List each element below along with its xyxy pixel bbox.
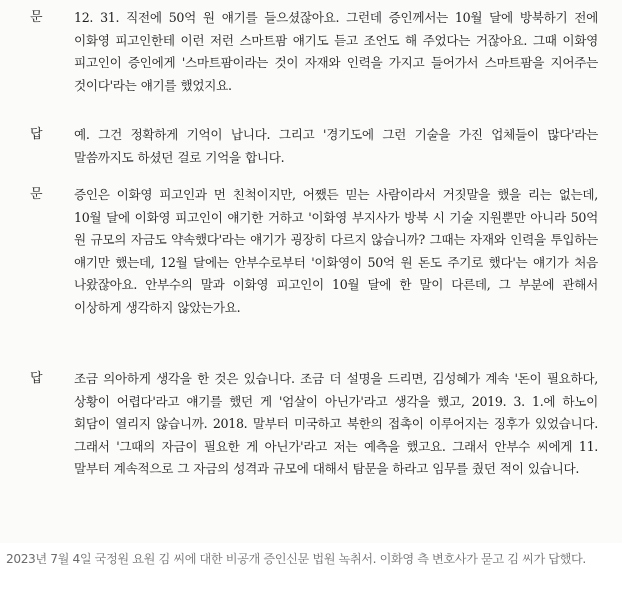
answer-text: 조금 의아하게 생각을 한 것은 있습니다. 조금 더 설명을 드리면, 김성혜가 계속 '돈이 필요하다, 상황이 어렵다'라고 얘기를 했던 게 '엄살이 아닌가'라고 생각을 했고, 2019. 3. 1.에 하노이 회담이 열리지 않습니까. 2018. 말부터 미국하고 북한의 접촉이 이루어지는 징후가 있었습니다. 그래서 '그때의 자금이 필요한 게 아닌가'라고 저는 예측을 했고요. 그래서 안부수 씨에게 11. 말부터 계속적으로 그 자금의 성격과 규모에 대해서 탐문을 하라고 임무를 줬던 적이 있습니다.	[74, 371, 598, 477]
answer-label: 답	[30, 127, 43, 142]
answer-label: 답	[30, 371, 43, 386]
answer-text: 예. 그건 정확하게 기억이 납니다. 그리고 '경기도에 그런 기술을 가진 업체들이 많다'라는 말씀까지도 하셨던 걸로 기억을 합니다.	[74, 127, 598, 165]
question-text: 12. 31. 직전에 50억 원 얘기를 들으셨잖아요. 그런데 증인께서는 10월 달에 방북하기 전에 이화영 피고인한테 이런 저런 스마트팜 얘기도 듣고 조언도 해 주었다는 거잖아요. 그때 이화영 피고인이 증인에게 '스마트팜이라는 것이 자재와 인력을 가지고 들어가서 스마트팜을 지어주는 것이다'라는 얘기를 했었지요.	[74, 10, 598, 93]
question-text: 증인은 이화영 피고인과 먼 친척이지만, 어쨌든 믿는 사람이라서 거짓말을 했을 리는 없는데, 10월 달에 이화영 피고인이 얘기한 거하고 '이화영 부지사가 방북 시 기술 지원뿐만 아니라 50억 원 규모의 자금도 약속했다'라는 얘기가 굉장히 다르지 않습니까? 그때는 자재와 인력을 투입하는 얘기만 했는데, 12월 달에는 안부수로부터 '이화영이 50억 원 돈도 주기로 했다'는 얘기가 처음 나왔잖아요. 안부수의 말과 이화영 피고인이 10월 달에 한 말이 다른데, 그 부분에 관해서 이상하게 생각하지 않았는가요.	[74, 187, 598, 315]
image-caption: 2023년 7월 4일 국정원 요원 김 씨에 대한 비공개 증인신문 법원 녹취서. 이화영 측 변호사가 묻고 김 씨가 답했다.	[6, 552, 586, 566]
question-label: 문	[30, 10, 43, 25]
question-label: 문	[30, 187, 43, 202]
